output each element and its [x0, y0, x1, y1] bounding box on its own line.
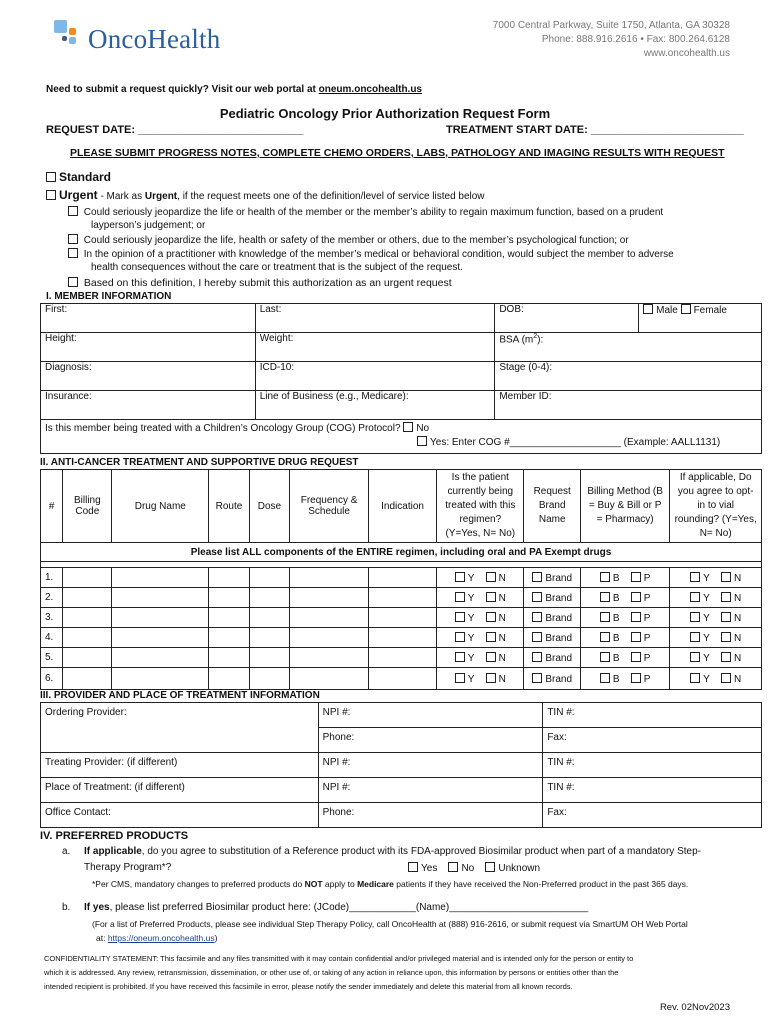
col-number: #	[41, 470, 63, 543]
pharmacy-label: P	[643, 612, 651, 624]
row-number: 2.	[41, 588, 63, 608]
logo-mark	[54, 20, 84, 50]
vial-rounding-cell	[670, 608, 762, 628]
ordering-fax-field[interactable]: Fax:	[543, 728, 762, 753]
urgent-attestation[interactable]: Based on this definition, I hereby submit this authorization as an urgent request	[68, 277, 452, 289]
rounding-yes-label: Y	[703, 632, 710, 644]
current-no-checkbox[interactable]	[486, 632, 496, 642]
billing-code-cell[interactable]	[63, 648, 112, 668]
billing-method-cell	[580, 608, 669, 628]
buy-bill-label: B	[612, 592, 620, 604]
current-yes-checkbox[interactable]	[455, 673, 465, 683]
rounding-no-label: N	[733, 572, 742, 584]
vial-rounding-cell	[670, 628, 762, 648]
treating-npi-field[interactable]: NPI #:	[318, 753, 543, 778]
drug-name-cell[interactable]	[112, 668, 209, 690]
place-of-treatment-field[interactable]: Place of Treatment: (if different)	[41, 778, 319, 803]
brand-label: Brand	[545, 632, 573, 644]
buy-bill-label: B	[612, 572, 620, 584]
billing-method-cell	[580, 668, 669, 690]
rounding-yes-checkbox[interactable]	[690, 572, 700, 582]
diagnosis-field[interactable]: Diagnosis:	[41, 362, 256, 391]
rounding-yes-label: Y	[703, 612, 710, 624]
portal-url-link[interactable]: https://oneum.oncohealth.us	[107, 933, 215, 943]
criterion-checkbox	[68, 234, 78, 244]
products-section-title: IV. PREFERRED PRODUCTS	[40, 830, 189, 842]
portal-note: at: https://oneum.oncohealth.us)	[96, 933, 218, 943]
col-billing-method: Billing Method (B = Buy & Bill or P = Pharmacy)	[580, 470, 669, 543]
drug-section-title: II. ANTI-CANCER TREATMENT AND SUPPORTIVE DRUG REQUEST	[40, 457, 359, 468]
frequency-cell[interactable]	[290, 628, 369, 648]
current-no-label: N	[498, 652, 506, 664]
place-tin-field[interactable]: TIN #:	[543, 778, 762, 803]
rounding-no-checkbox[interactable]	[721, 592, 731, 602]
pharmacy-label: P	[643, 632, 651, 644]
drug-row	[41, 668, 762, 690]
row-number: 1.	[41, 568, 63, 588]
indication-cell[interactable]	[368, 568, 436, 588]
frequency-cell[interactable]	[290, 608, 369, 628]
drug-name-cell[interactable]	[112, 588, 209, 608]
brand-cell	[524, 608, 580, 628]
route-cell[interactable]	[209, 628, 249, 648]
vial-rounding-cell	[670, 668, 762, 690]
current-yes-checkbox[interactable]	[455, 632, 465, 642]
indication-cell[interactable]	[368, 608, 436, 628]
rounding-no-label: N	[733, 632, 742, 644]
route-cell[interactable]	[209, 668, 249, 690]
indication-cell[interactable]	[368, 648, 436, 668]
portal-line: Need to submit a request quickly? Visit our web portal at oneum.oncohealth.us	[46, 84, 422, 95]
brand-checkbox[interactable]	[532, 592, 542, 602]
buy-bill-checkbox[interactable]	[600, 572, 610, 582]
current-yes-label: Y	[467, 572, 475, 584]
currently-treated-cell	[437, 588, 524, 608]
col-indication: Indication	[368, 470, 436, 543]
cms-note: *Per CMS, mandatory changes to preferred products do NOT apply to Medicare patients if they have received the Non-Preferred product in the past 365 days.	[92, 879, 689, 889]
preferred-products-note: (For a list of Preferred Products, please see individual Step Therapy Policy, call OncoHealth at (888) 916-2616, or submit request via SmartUM OH Web Portal	[92, 919, 688, 929]
brand-label: Brand	[545, 652, 573, 664]
drug-rows	[41, 568, 762, 690]
height-field[interactable]: Height:	[41, 333, 256, 362]
vial-rounding-cell	[670, 568, 762, 588]
ordering-phone-field[interactable]: Phone:	[318, 728, 543, 753]
pharmacy-checkbox[interactable]	[631, 612, 641, 622]
insurance-field[interactable]: Insurance:	[41, 391, 256, 420]
buy-bill-label: B	[612, 673, 620, 685]
female-checkbox[interactable]	[681, 304, 691, 314]
pharmacy-label: P	[643, 572, 651, 584]
criterion-2[interactable]: Could seriously jeopardize the life, health or safety of the member or others, due to the member’s psychological function; or	[68, 234, 629, 246]
billing-code-cell[interactable]	[63, 668, 112, 690]
bsa-field[interactable]: BSA $(m^2)$:	[495, 333, 762, 362]
urgent-checkbox[interactable]	[46, 190, 56, 200]
billing-method-cell	[580, 568, 669, 588]
male-checkbox[interactable]	[643, 304, 653, 314]
dose-cell[interactable]	[249, 568, 289, 588]
current-no-checkbox[interactable]	[486, 592, 496, 602]
address-line: 7000 Central Parkway, Suite 1750, Atlanta, GA 30328	[492, 20, 730, 31]
dose-cell[interactable]	[249, 608, 289, 628]
criterion-checkbox	[68, 248, 78, 258]
revision-date: Rev. 02Nov2023	[659, 1002, 730, 1013]
company-address	[493, 19, 730, 61]
brand-cell	[524, 588, 580, 608]
frequency-cell[interactable]	[290, 568, 369, 588]
substitution-options: Yes No Unknown	[408, 862, 540, 874]
treatment-start-field[interactable]: TREATMENT START DATE: _________________________	[446, 124, 744, 136]
member-id-field[interactable]: Member ID:	[495, 391, 762, 420]
rounding-no-checkbox[interactable]	[721, 652, 731, 662]
col-dose: Dose	[249, 470, 289, 543]
criterion-checkbox	[68, 206, 78, 216]
frequency-cell[interactable]	[290, 648, 369, 668]
buy-bill-checkbox[interactable]	[600, 612, 610, 622]
row-number: 6.	[41, 668, 63, 690]
rounding-no-checkbox[interactable]	[721, 612, 731, 622]
regimen-note: Please list ALL components of the ENTIRE regimen, including oral and PA Exempt drugs	[41, 543, 762, 562]
brand-cell	[524, 648, 580, 668]
member-section-title: I. MEMBER INFORMATION	[46, 291, 172, 302]
rounding-yes-checkbox[interactable]	[690, 673, 700, 683]
rounding-yes-checkbox[interactable]	[690, 612, 700, 622]
provider-section-title: III. PROVIDER AND PLACE OF TREATMENT INFORMATION	[40, 690, 320, 701]
line-of-business-field[interactable]: Line of Business (e.g., Medicare):	[255, 391, 495, 420]
current-no-checkbox[interactable]	[486, 572, 496, 582]
weight-field[interactable]: Weight:	[255, 333, 495, 362]
sex-field[interactable]: Male Female	[639, 304, 762, 333]
submission-notice: PLEASE SUBMIT PROGRESS NOTES, COMPLETE CHEMO ORDERS, LABS, PATHOLOGY AND IMAGING RESULTS WITH REQUEST	[70, 147, 725, 159]
form-title: Pediatric Oncology Prior Authorization Request Form	[219, 106, 551, 121]
vial-rounding-cell	[670, 648, 762, 668]
billing-method-cell	[580, 648, 669, 668]
pharmacy-checkbox[interactable]	[631, 572, 641, 582]
pharmacy-checkbox[interactable]	[631, 632, 641, 642]
route-cell[interactable]	[209, 608, 249, 628]
website-line: www.oncohealth.us	[643, 48, 730, 59]
pharmacy-label: P	[643, 673, 651, 685]
dose-cell[interactable]	[249, 588, 289, 608]
criterion-1-cont: layperson’s judgement; or	[91, 220, 206, 231]
stage-field[interactable]: Stage (0-4):	[495, 362, 762, 391]
drug-row	[41, 628, 762, 648]
current-yes-label: Y	[467, 673, 475, 685]
cog-no-checkbox[interactable]	[403, 422, 413, 432]
rounding-no-checkbox[interactable]	[721, 632, 731, 642]
currently-treated-cell	[437, 568, 524, 588]
brand-checkbox[interactable]	[532, 612, 542, 622]
billing-code-cell[interactable]	[63, 628, 112, 648]
current-no-checkbox[interactable]	[486, 612, 496, 622]
rounding-yes-checkbox[interactable]	[690, 652, 700, 662]
currently-treated-cell	[437, 648, 524, 668]
current-yes-checkbox[interactable]	[455, 572, 465, 582]
frequency-cell[interactable]	[290, 588, 369, 608]
dose-cell[interactable]	[249, 628, 289, 648]
route-cell[interactable]	[209, 588, 249, 608]
currently-treated-cell	[437, 608, 524, 628]
dob-field[interactable]: DOB:	[495, 304, 639, 333]
item-a-label: a.	[62, 846, 71, 857]
rounding-yes-label: Y	[703, 673, 710, 685]
treating-tin-field[interactable]: TIN #:	[543, 753, 762, 778]
billing-code-cell[interactable]	[63, 588, 112, 608]
col-billing-code: Billing Code	[63, 470, 112, 543]
brand-checkbox[interactable]	[532, 572, 542, 582]
buy-bill-label: B	[612, 632, 620, 644]
billing-code-cell[interactable]	[63, 608, 112, 628]
rounding-no-label: N	[733, 612, 742, 624]
place-npi-field[interactable]: NPI #:	[318, 778, 543, 803]
ordering-npi-field[interactable]: NPI #:	[318, 703, 543, 728]
pharmacy-checkbox[interactable]	[631, 592, 641, 602]
rounding-no-label: N	[733, 673, 742, 685]
drug-row	[41, 648, 762, 668]
ordering-provider-field[interactable]: Ordering Provider:	[41, 703, 319, 753]
buy-bill-checkbox[interactable]	[600, 673, 610, 683]
rounding-yes-label: Y	[703, 652, 710, 664]
current-yes-label: Y	[467, 652, 475, 664]
current-yes-label: Y	[467, 592, 475, 604]
urgent-option[interactable]: Urgent - Mark as Urgent, if the request meets one of the definition/level of service listed below	[46, 188, 485, 202]
buy-bill-label: B	[612, 652, 620, 664]
standard-checkbox[interactable]	[46, 172, 56, 182]
rounding-no-checkbox[interactable]	[721, 673, 731, 683]
buy-bill-checkbox[interactable]	[600, 632, 610, 642]
attestation-checkbox	[68, 277, 78, 287]
current-yes-label: Y	[467, 632, 475, 644]
col-vial-rounding: If applicable, Do you agree to opt-in to vial rounding? (Y=Yes, N= No)	[670, 470, 762, 543]
rounding-yes-label: Y	[703, 592, 710, 604]
col-frequency: Frequency & Schedule	[290, 470, 369, 543]
brand-checkbox[interactable]	[532, 632, 542, 642]
icd10-field[interactable]: ICD-10:	[255, 362, 495, 391]
rounding-no-checkbox[interactable]	[721, 572, 731, 582]
row-number: 4.	[41, 628, 63, 648]
currently-treated-cell	[437, 628, 524, 648]
row-number: 5.	[41, 648, 63, 668]
brand-label: Brand	[545, 612, 573, 624]
logo: OncoHealth	[88, 24, 221, 54]
brand-cell	[524, 628, 580, 648]
billing-method-cell	[580, 588, 669, 608]
billing-method-cell	[580, 628, 669, 648]
standard-option[interactable]: Standard	[46, 170, 111, 184]
last-name-field[interactable]: Last:	[255, 304, 495, 333]
cog-protocol-field: Is this member being treated with a Children’s Oncology Group (COG) Protocol? No Yes: Enter COG #____________________ (Example: AALL1131)	[41, 420, 762, 454]
rounding-yes-checkbox[interactable]	[690, 632, 700, 642]
criterion-1[interactable]: Could seriously jeopardize the life or health of the member or the member’s ability to regain maximum function, based on a prudent	[68, 206, 663, 218]
office-phone-field[interactable]: Phone:	[318, 803, 543, 828]
indication-cell[interactable]	[368, 668, 436, 690]
brand-checkbox[interactable]	[532, 673, 542, 683]
indication-cell[interactable]	[368, 628, 436, 648]
brand-cell	[524, 568, 580, 588]
ordering-tin-field[interactable]: TIN #:	[543, 703, 762, 728]
brand-label: Brand	[545, 572, 573, 584]
current-yes-checkbox[interactable]	[455, 592, 465, 602]
confidentiality-statement: CONFIDENTIALITY STATEMENT: This facsimile and any files transmitted with it may contain confidential and/or privileged material and is intended only for the person or entity to which it is addressed. Any review, retransmission, dissemination, or other use of, or taking of any action in reliance upon, this information by persons or entities other than the intended recipient is prohibited. If you have received this facsimile in error, please notify the sender immediately and delete this material from all known records.	[44, 954, 634, 991]
current-no-checkbox[interactable]	[486, 673, 496, 683]
drug-name-cell[interactable]	[112, 568, 209, 588]
route-cell[interactable]	[209, 648, 249, 668]
dose-cell[interactable]	[249, 668, 289, 690]
current-yes-checkbox[interactable]	[455, 612, 465, 622]
drug-name-cell[interactable]	[112, 648, 209, 668]
pharmacy-label: P	[643, 652, 651, 664]
cog-yes-checkbox[interactable]	[417, 436, 427, 446]
treating-provider-field[interactable]: Treating Provider: (if different)	[41, 753, 319, 778]
pharmacy-checkbox[interactable]	[631, 652, 641, 662]
drug-row	[41, 588, 762, 608]
item-b-label: b.	[62, 902, 71, 913]
brand-label: Brand	[545, 673, 573, 685]
col-currently-treated: Is the patient currently being treated with this regimen? (Y=Yes, N= No)	[437, 470, 524, 543]
drug-request-table	[40, 469, 762, 690]
rounding-yes-label: Y	[703, 572, 710, 584]
rounding-no-label: N	[733, 652, 742, 664]
brand-checkbox[interactable]	[532, 652, 542, 662]
current-no-label: N	[498, 572, 506, 584]
drug-name-cell[interactable]	[112, 608, 209, 628]
current-no-label: N	[498, 673, 506, 685]
criterion-3-cont: health consequences without the care or treatment that is the subject of the request.	[91, 262, 463, 273]
criterion-3[interactable]: In the opinion of a practitioner with knowledge of the member’s medical or behavioral condition, would subject the member to adverse	[68, 248, 674, 260]
office-fax-field[interactable]: Fax:	[543, 803, 762, 828]
drug-row	[41, 608, 762, 628]
buy-bill-checkbox[interactable]	[600, 652, 610, 662]
request-date-field[interactable]: REQUEST DATE: ___________________________	[46, 124, 304, 136]
substitution-unknown-checkbox[interactable]	[485, 862, 495, 872]
col-drug-name: Drug Name	[112, 470, 209, 543]
first-name-field[interactable]: First:	[41, 304, 256, 333]
rounding-yes-checkbox[interactable]	[690, 592, 700, 602]
frequency-cell[interactable]	[290, 668, 369, 690]
brand-cell	[524, 668, 580, 690]
current-no-label: N	[498, 592, 506, 604]
current-yes-checkbox[interactable]	[455, 652, 465, 662]
provider-table	[40, 702, 762, 828]
pharmacy-checkbox[interactable]	[631, 673, 641, 683]
biosimilar-field[interactable]: If yes, please list preferred Biosimilar product here: (JCode)____________(Name)_________________________	[84, 902, 589, 913]
indication-cell[interactable]	[368, 588, 436, 608]
route-cell[interactable]	[209, 568, 249, 588]
dose-cell[interactable]	[249, 648, 289, 668]
member-info-table	[40, 303, 762, 454]
portal-link[interactable]: oneum.oncohealth.us	[318, 84, 422, 95]
office-contact-field[interactable]: Office Contact:	[41, 803, 319, 828]
phone-fax-line: Phone: 888.916.2616 • Fax: 800.264.6128	[541, 34, 730, 45]
col-request-brand: Request Brand Name	[524, 470, 580, 543]
drug-row	[41, 568, 762, 588]
currently-treated-cell	[437, 668, 524, 690]
row-number: 3.	[41, 608, 63, 628]
current-no-label: N	[498, 612, 506, 624]
billing-code-cell[interactable]	[63, 568, 112, 588]
vial-rounding-cell	[670, 588, 762, 608]
current-no-label: N	[498, 632, 506, 644]
drug-name-cell[interactable]	[112, 628, 209, 648]
substitution-no-checkbox[interactable]	[448, 862, 458, 872]
pharmacy-label: P	[643, 592, 651, 604]
current-no-checkbox[interactable]	[486, 652, 496, 662]
substitution-yes-checkbox[interactable]	[408, 862, 418, 872]
substitution-question: If applicable, do you agree to substitution of a Reference product with its FDA-approved Biosimilar product when part of a mandatory Step-	[84, 846, 701, 857]
col-route: Route	[209, 470, 249, 543]
brand-label: Brand	[545, 592, 573, 604]
buy-bill-label: B	[612, 612, 620, 624]
rounding-no-label: N	[733, 592, 742, 604]
buy-bill-checkbox[interactable]	[600, 592, 610, 602]
substitution-question-cont: Therapy Program*?	[84, 862, 172, 873]
current-yes-label: Y	[467, 612, 475, 624]
